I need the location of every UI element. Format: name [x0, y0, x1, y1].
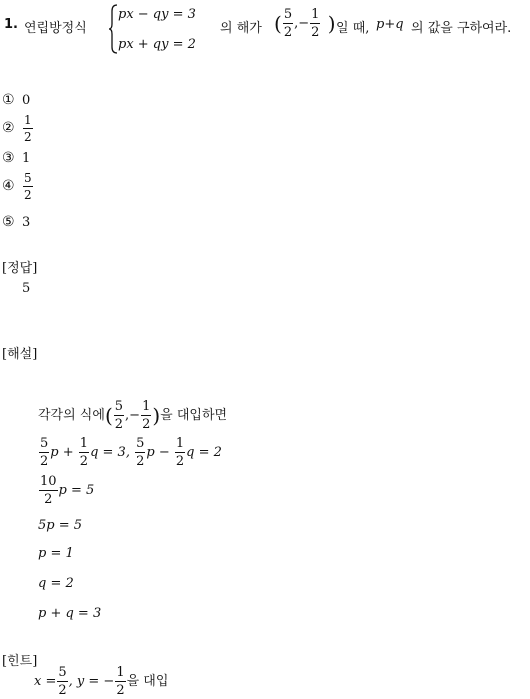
question-number: 1.	[4, 17, 18, 32]
option-2[interactable]	[2, 114, 34, 143]
option-number: ①	[2, 92, 15, 108]
question-expr: p+q	[376, 17, 404, 32]
question-mid: 의 해가	[220, 21, 262, 36]
solution-line-5: p = 1	[38, 546, 74, 561]
question-lead: 연립방정식	[24, 21, 87, 36]
option-number: ⑤	[2, 214, 15, 230]
option-5[interactable]: ⑤ 3	[2, 214, 31, 230]
option-3[interactable]: ③ 1	[2, 150, 31, 166]
option-number: ②	[2, 120, 15, 136]
hint-label: [힌트]	[2, 654, 38, 669]
solution-line-4: 5p = 5	[38, 518, 83, 533]
option-fraction: $\frac{5}{2}$	[24, 171, 32, 202]
option-number: ④	[2, 178, 15, 194]
solution-line-1: 각각의 식에( $\frac{5}{2}$ ,− $\frac{1}{2}$ )을 대입하면	[38, 399, 228, 432]
question-end: 의 값을 구하여라.	[411, 21, 512, 36]
solution-label: [해설]	[2, 347, 38, 362]
hint-line: x = $\frac{5}{2}$ , y = − $\frac{1}{2}$ 을 대입	[34, 665, 169, 698]
answer-value: 5	[22, 281, 31, 296]
solution-pair: ( $\frac{5}{2}$ ,− $\frac{1}{2}$ )	[274, 7, 336, 40]
option-1[interactable]: ① 0	[2, 92, 31, 108]
option-number: ③	[2, 150, 15, 166]
option-fraction: $\frac{1}{2}$	[24, 113, 32, 144]
system-brace	[108, 4, 118, 54]
solution-line-7: p + q = 3	[38, 606, 102, 621]
equation-2: px + qy = 2	[118, 37, 196, 52]
option-4[interactable]	[2, 172, 34, 201]
answer-label: [정답]	[2, 261, 38, 276]
solution-line-6: q = 2	[38, 576, 74, 591]
solution-line-3: $\frac{10}{2}$ p = 5	[40, 474, 95, 507]
equation-1: px − qy = 3	[118, 7, 196, 22]
question-tail: 일 때,	[336, 21, 370, 36]
solution-line-2: $\frac{5}{2}$ p + $\frac{1}{2}$ q = 3, $\frac{5}{2}$ p − $\frac{1}{2}$ q = 2	[40, 436, 222, 469]
